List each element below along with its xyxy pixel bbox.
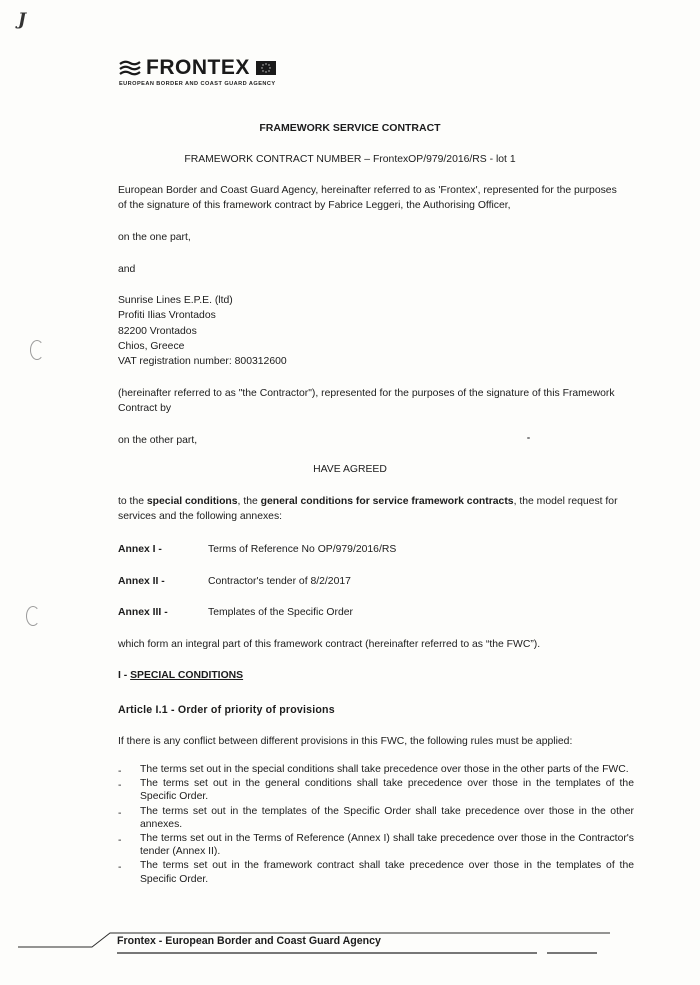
list-item: - The terms set out in the Terms of Reference (Annex I) shall take precedence over those in the Contractor's tender (Annex II). [118,832,634,858]
contractor-reference [118,387,638,417]
have-agreed-heading: HAVE AGREED [313,464,387,475]
conflict-intro: If there is any conflict between different provisions in this FWC, the following rules must be applied: [118,736,573,747]
annex-label: Annex III - [118,607,168,618]
and-text: and [118,264,136,275]
other-part-text: on the other part, [118,435,198,446]
footer-title: Frontex - European Border and Coast Guard Agency [117,935,381,947]
footer-address-cropped [117,951,617,955]
special-conditions-term: special conditions [146,496,238,507]
priority-rules-list [118,763,634,887]
punch-hole-mark [30,340,44,360]
contractor-vat: VAT registration number: 800312600 [118,356,287,368]
annex-label: Annex I - [118,544,162,555]
section-title: SPECIAL CONDITIONS [130,670,244,681]
contractor-street: Profiti Ilias Vrontados [118,310,216,322]
list-item: - The terms set out in the templates of the Specific Order shall take precedence over those in the other annexes. [118,805,634,831]
logo-wordmark: FRONTEX [146,56,250,79]
article-heading: Article I.1 - Order of priority of provisions [118,704,335,716]
one-part-text: on the one part, [118,232,191,243]
logo-subtitle: EUROPEAN BORDER AND COAST GUARD AGENCY [119,81,276,87]
list-item: - The terms set out in the general conditions shall take precedence over those in the templates of the Specific Order. [118,777,634,803]
annex-label: Annex II - [118,576,165,587]
section-prefix: I - [118,670,131,681]
contractor-reference-line: (hereinafter referred to as "the Contractor"), represented for the purposes of the signature of this Framework [118,388,615,399]
agreement-paragraph [118,495,638,525]
annex-text: Templates of the Specific Order [208,607,353,618]
agreement-text: , the [237,496,261,507]
intro-line: of the signature of this framework contract by Fabrice Leggeri, the Authorising Officer, [118,199,511,211]
list-item: - The terms set out in the framework contract shall take precedence over those in the templates of the Specific Order. [118,859,634,885]
contractor-name: Sunrise Lines E.P.E. (ltd) [118,295,233,306]
intro-paragraph [118,184,638,214]
handwritten-mark: J [18,10,27,30]
contractor-reference-line: Contract by [118,402,172,414]
section-heading [118,669,243,684]
contractor-address [118,293,638,369]
annex-text: Contractor's tender of 8/2/2017 [208,576,351,587]
frontex-waves-icon [118,59,142,76]
fwc-sentence: which form an integral part of this framework contract (hereinafter referred to as “the FWC”). [118,639,541,650]
annex-text: Terms of Reference No OP/979/2016/RS [208,544,397,555]
agreement-text: , the model request for [513,496,618,507]
agreement-text: to the [118,496,147,507]
contractor-region: Chios, Greece [118,340,185,352]
general-conditions-term: general conditions for service framework contracts [260,496,514,507]
contractor-postcode: 82200 Vrontados [118,325,197,337]
agreement-line: services and the following annexes: [118,510,283,522]
frontex-logo [118,57,276,89]
intro-line: European Border and Coast Guard Agency, hereinafter referred to as 'Frontex', represented for the purposes [118,185,617,196]
list-item: - The terms set out in the special conditions shall take precedence over those in the other parts of the FWC. [118,763,634,776]
eu-flag-icon [256,61,276,75]
punch-hole-mark [26,606,40,626]
contract-number: FRAMEWORK CONTRACT NUMBER – FrontexOP/979/2016/RS - lot 1 [184,154,516,165]
document-title: FRAMEWORK SERVICE CONTRACT [259,122,441,134]
